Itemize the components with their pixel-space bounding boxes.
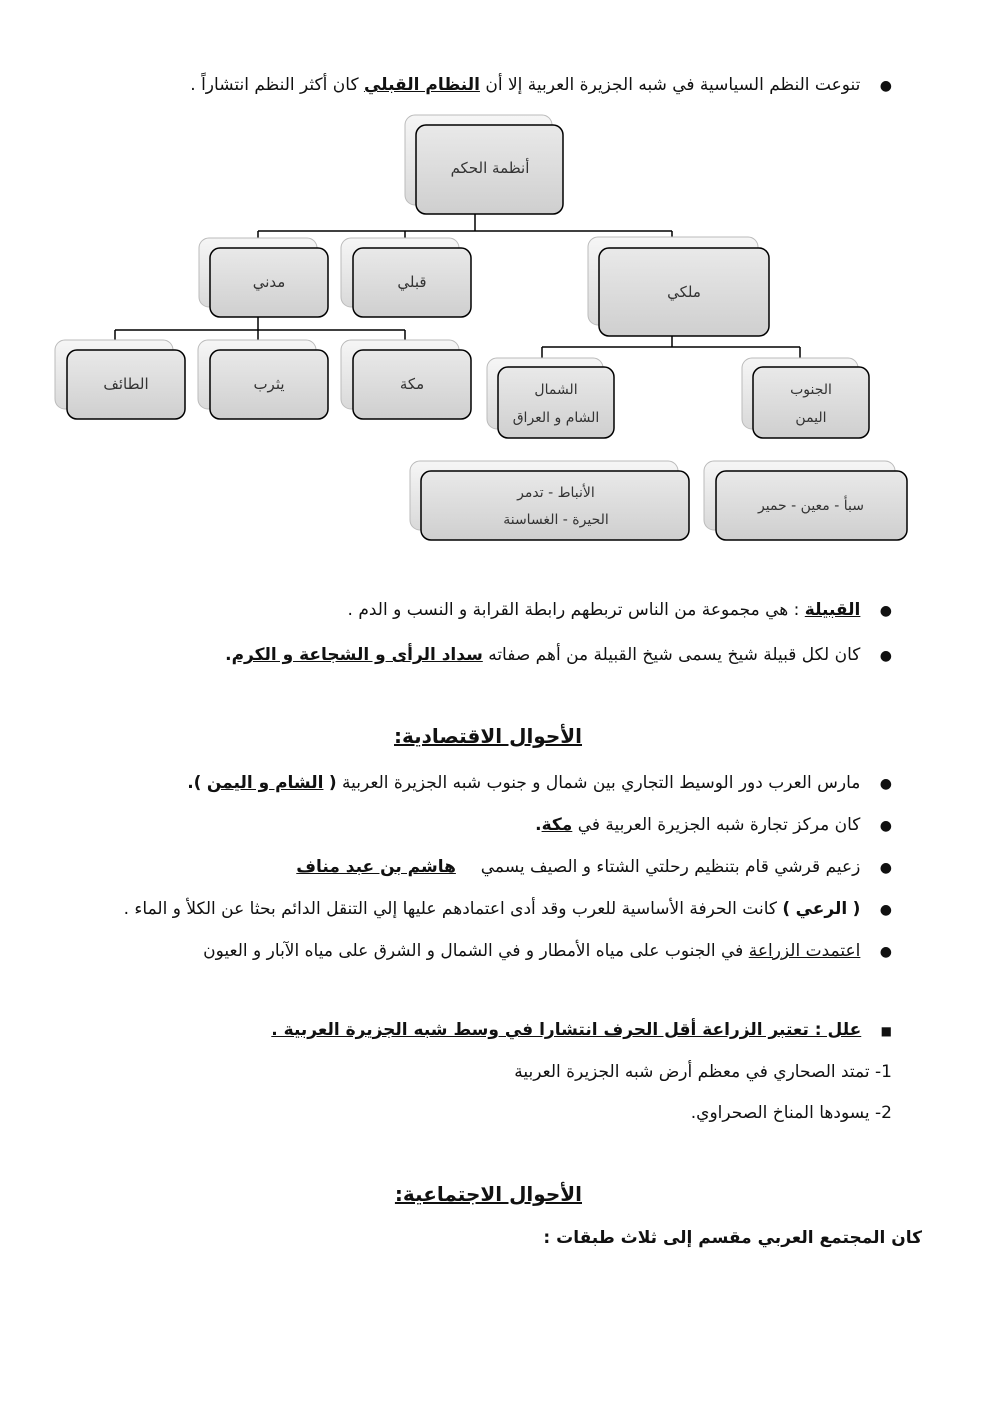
- economic-bullet-2: [535, 815, 892, 835]
- sheikh-period: .: [225, 645, 232, 665]
- sheikh-traits: سداد الرأى و الشجاعة و الكرم: [231, 645, 483, 665]
- economic-b4-text: كانت الحرفة الأساسية للعرب وقد أدى اعتمادهم عليها إلي التنقل الدائم بحثا عن الكلأ و الماء .: [123, 899, 777, 919]
- reason-text: علل : تعتبر الزراعة أقل الحرف انتشارا في وسط شبه الجزيرة العربية .: [271, 1020, 862, 1040]
- city-node-taif: [55, 340, 185, 419]
- intro-emphasis: النظام القبلي: [363, 75, 480, 95]
- tribe-definition-line: [348, 600, 892, 620]
- root-label: أنظمة الحكم: [450, 159, 530, 177]
- economic-b5-underlined: اعتمدت الزراعة: [748, 941, 861, 961]
- north-states-line2: الحيرة - الغساسنة: [503, 512, 609, 528]
- economic-bullet-4: [124, 899, 892, 919]
- answer-1: 1- تمتد الصحاري في معظم أرض شبه الجزيرة العربية: [514, 1062, 892, 1082]
- south-title: الجنوب: [790, 382, 832, 398]
- bullet-icon: ●: [879, 860, 892, 876]
- tribal-label: قبلي: [397, 273, 427, 291]
- city-label-mecca: مكة: [399, 375, 425, 393]
- economic-bullet-5: [203, 941, 892, 961]
- economic-b1-open: (: [328, 773, 337, 793]
- economic-b4-close: ): [782, 899, 791, 919]
- north-title: الشمال: [534, 382, 578, 398]
- tribe-sheikh-line: [225, 645, 892, 665]
- bullet-icon: ●: [879, 603, 892, 619]
- urban-node: [199, 238, 328, 317]
- intro-text-before: تنوعت النظم السياسية في شبه الجزيرة العربية إلا أن: [485, 75, 861, 95]
- south-subtitle: اليمن: [795, 410, 827, 426]
- bullet-icon: ●: [879, 78, 892, 94]
- north-states-line1: الأنباط - تدمر: [517, 485, 595, 501]
- economic-b2-bold: مكة: [541, 815, 573, 835]
- south-states-node: [704, 461, 907, 540]
- economic-b2-period: .: [535, 815, 542, 835]
- city-label-taif: الطائف: [103, 375, 149, 393]
- city-node-yathrib: [198, 340, 328, 419]
- economic-b1-close: ).: [187, 773, 202, 793]
- north-states-node: [410, 461, 689, 540]
- intro-text-after: كان أكثر النظم انتشاراً .: [190, 75, 359, 95]
- south-node: [742, 358, 869, 438]
- economic-b1-text: مارس العرب دور الوسيط التجاري بين شمال و جنوب شبه الجزيرة العربية: [342, 773, 861, 793]
- reason-line: [271, 1020, 892, 1040]
- social-heading: الأحوال الاجتماعية:: [394, 1182, 582, 1206]
- city-node-mecca: [341, 340, 471, 419]
- sheikh-text: كان لكل قبيلة شيخ يسمى شيخ القبيلة من أهم صفاته: [488, 645, 861, 665]
- social-intro: كان المجتمع العربي مقسم إلى ثلاث طبقات :: [543, 1228, 922, 1248]
- royal-node: [588, 237, 769, 336]
- tribe-term: القبيلة: [804, 600, 861, 620]
- bullet-icon: ●: [879, 648, 892, 664]
- south-states-label: سبأ - معين - حمير: [758, 498, 864, 514]
- answer-2: 2- يسودها المناخ الصحراوي.: [690, 1103, 892, 1123]
- bullet-icon: ●: [879, 776, 892, 792]
- bullet-icon: ●: [879, 902, 892, 918]
- square-bullet-icon: ■: [880, 1024, 892, 1038]
- economic-bullet-1: [187, 773, 892, 793]
- bullet-icon: ●: [879, 944, 892, 960]
- economic-b5-text: في الجنوب على مياه الأمطار و في الشمال و الشرق على مياه الآبار و العيون: [203, 941, 744, 961]
- north-subtitle: الشام و العراق: [512, 410, 600, 426]
- economic-b4-open: (: [852, 899, 861, 919]
- government-systems-diagram: [0, 0, 992, 560]
- bullet-icon: ●: [879, 818, 892, 834]
- tribal-node: [341, 238, 471, 317]
- economic-b1-bold: الشام و اليمن: [206, 773, 324, 793]
- economic-heading: الأحوال الاقتصادية:: [394, 724, 582, 748]
- economic-b4-bold: الرعي: [795, 899, 848, 919]
- economic-bullet-3: [296, 857, 892, 877]
- tribe-definition: : هي مجموعة من الناس تربطهم رابطة القرابة و النسب و الدم .: [347, 600, 800, 620]
- north-node: [487, 358, 614, 438]
- city-label-yathrib: يثرب: [253, 375, 285, 393]
- economic-b3-text: زعيم قرشي قام بتنظيم رحلتي الشتاء و الصيف يسمي: [480, 857, 861, 877]
- urban-label: مدني: [252, 273, 286, 291]
- economic-b2-text: كان مركز تجارة شبه الجزيرة العربية في: [577, 815, 861, 835]
- economic-b3-bold: هاشم بن عبد مناف: [296, 857, 456, 877]
- royal-label: ملكي: [667, 283, 701, 301]
- root-node: [405, 115, 563, 214]
